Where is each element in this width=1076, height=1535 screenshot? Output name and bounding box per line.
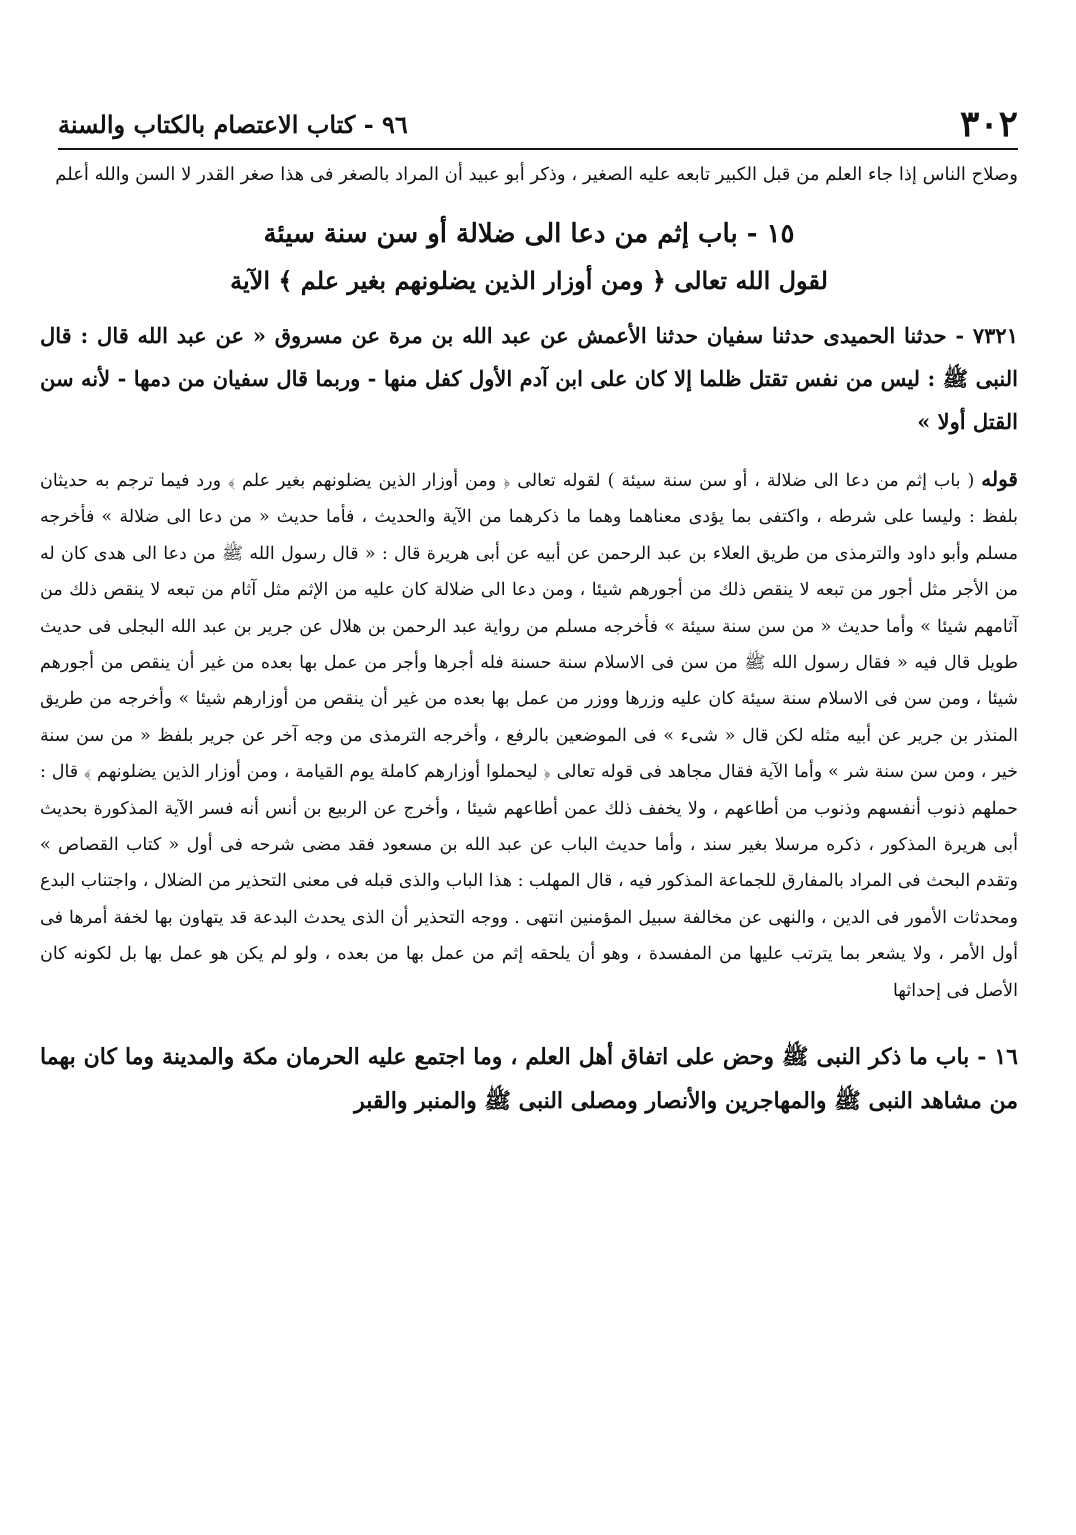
bab-15-subheading: لقول الله تعالى ﴿ ومن أوزار الذين يضلونهم بغير علم ﴾ الآية [230,266,828,295]
page-number: ٣٠٢ [959,103,1018,145]
commentary-paragraph [40,461,1018,1009]
book-title: ٩٦ - كتاب الاعتصام بالكتاب والسنة [58,109,408,139]
commentary-text: ( باب إثم من دعا الى ضلالة ، أو سن سنة سيئة ) لقوله تعالى ﴿ ومن أوزار الذين يضلونهم بغير علم ﴾ ورد فيما ترجم به حديثان بلفظ : وليسا على شرطه ، واكتفى بما يؤدى معناهما وهما ما ذكرهما من الآية والحديث ، فأما حديث « من دعا الى ضلالة » فأخرجه مسلم وأبو داود والترمذى من طريق العلاء بن عبد الرحمن عن أبيه عن أبى هريرة قال : « قال رسول الله ﷺ من دعا الى هدى كان له من الأجر مثل أجور من تبعه لا ينقص ذلك من أجورهم شيئا ، ومن دعا الى ضلالة كان عليه من الإثم مثل آثام من تبعه لا ينقص ذلك من آثامهم شيئا » وأما حديث « من سن سنة سيئة » فأخرجه مسلم من رواية عبد الرحمن بن هلال عن جرير بن عبد الله البجلى فى حديث طويل قال فيه « فقال رسول الله ﷺ من سن فى الاسلام سنة حسنة فله أجرها وأجر من عمل بها بعده من غير أن ينقص من أجورهم شيئا ، ومن سن فى الاسلام سنة سيئة كان عليه وزرها ووزر من عمل بها بعده من غير أن ينقص من أوزارهم شيئا » وأخرجه من طريق المنذر بن جرير عن أبيه مثله لكن قال « شىء » فى الموضعين بالرفع ، وأخرجه الترمذى من وجه آخر عن جرير بلفظ « من سن سنة خير ، ومن سن سنة شر » وأما الآية فقال مجاهد فى قوله تعالى ﴿ ليحملوا أوزارهم كاملة يوم القيامة ، ومن أوزار الذين يضلونهم ﴾ قال : حملهم ذنوب أنفسهم وذنوب من أطاعهم ، ولا يخفف ذلك عمن أطاعهم شيئا ، وأخرج عن الربيع بن أنس أنه فسر الآية المذكورة بحديث أبى هريرة المذكور ، ذكره مرسلا بغير سند ، وأما حديث الباب عن عبد الله بن مسعود فقد مضى شرحه فى أول « كتاب القصاص » وتقدم البحث فى المراد بالمفارق للجماعة المذكور فيه ، قال المهلب : هذا الباب والذى قبله فى معنى التحذير من الضلال ، واجتناب البدع ومحدثات الأمور فى الدين ، والنهى عن مخالفة سبيل المؤمنين انتهى . ووجه التحذير أن الذى يحدث البدعة قد يتهاون بها لخفة أمرها فى أول الأمر ، ولا يشعر بما يترتب عليها من المفسدة ، وهو أن يلحقه إثم من عمل بها من بعده ، ولو لم يكن هو عمل بها بل لكونه كان الأصل فى إحداثها [40,471,1018,1001]
intro-paragraph: وصلاح الناس إذا جاء العلم من قبل الكبير تابعه عليه الصغير ، وذكر أبو عبيد أن المراد بالصغر فى هذا صغر القدر لا السن والله أعلم [55,164,1018,185]
hadith-text: ٧٣٢١ - حدثنا الحميدى حدثنا سفيان حدثنا الأعمش عن عبد الله بن مرة عن مسروق « عن عبد الله قال : قال النبى ﷺ : ليس من نفس تقتل ظلما إلا كان على ابن آدم الأول كفل منها - وربما قال سفيان من دمها - لأنه سن القتل أولا » [40,323,1018,434]
page-header [58,100,1018,150]
page-content [40,158,1018,1123]
bab-15-heading: ١٥ - باب إثم من دعا الى ضلالة أو سن سنة سيئة [263,219,795,249]
commentary-lead: قوله [981,467,1018,491]
bab-16-heading: ١٦ - باب ما ذكر النبى ﷺ وحض على اتفاق أهل العلم ، وما اجتمع عليه الحرمان مكة والمدينة وما كان بهما من مشاهد النبى ﷺ والمهاجرين والأنصار ومصلى النبى ﷺ والمنبر والقبر [40,1044,1018,1115]
